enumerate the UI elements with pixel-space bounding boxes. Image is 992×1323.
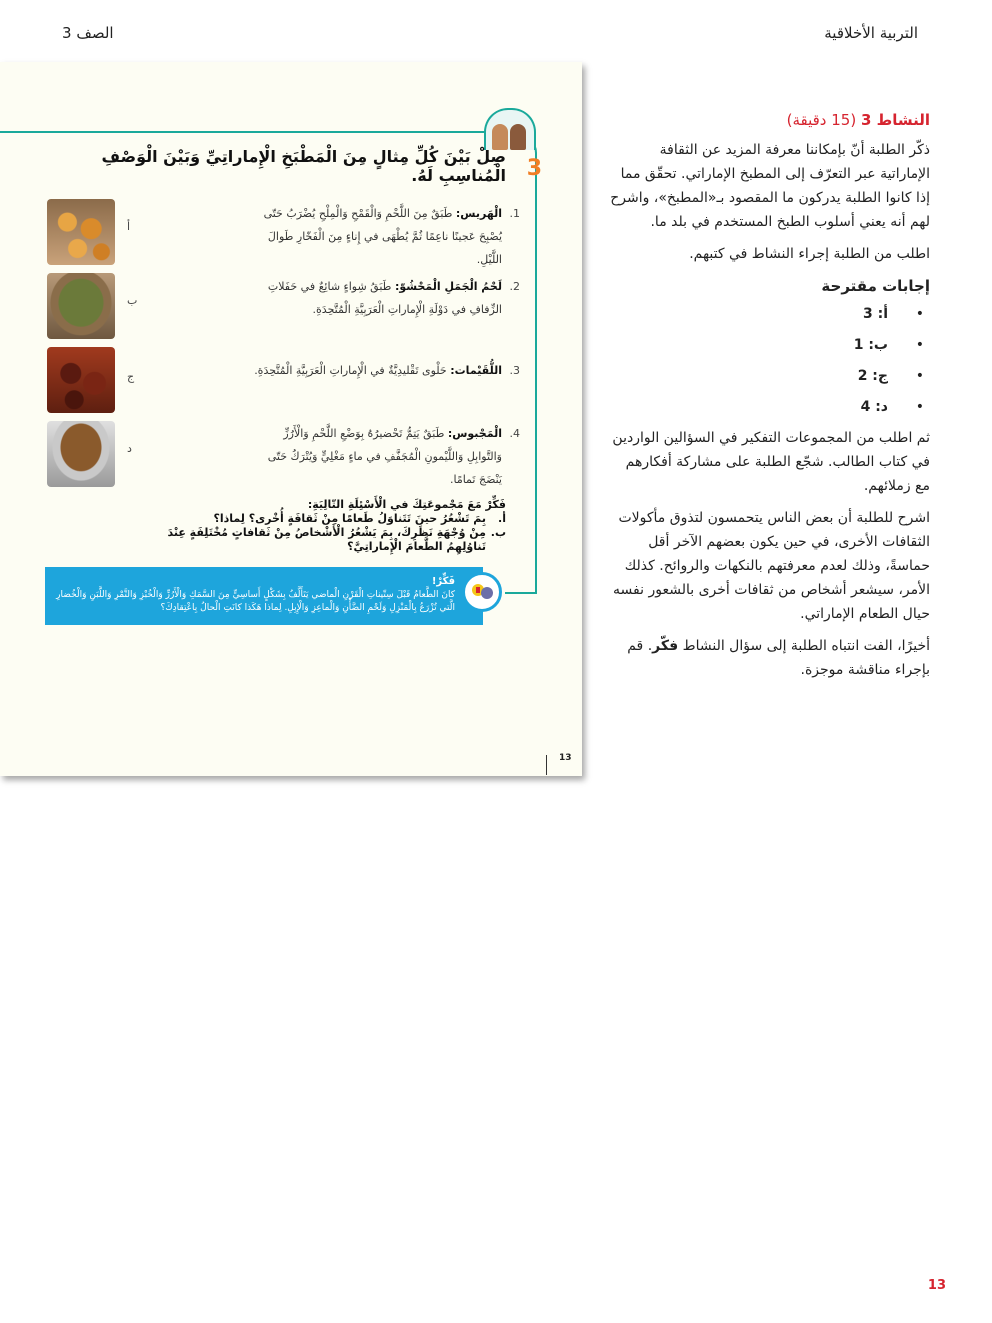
food-item: 4. الْمَجْبوس: طَبَقٌ يَتِمُّ تَحْضيرُهُ بِوَضْعِ اللَّحْمِ وَالْأَرُزِّ وَالتَّوابِلِ وَاللَّيْمونِ الْمُجَفَّفِ في ماءٍ مَغْلِيٍّ وَيُتْرَكُ حَتّى يَنْضَجَ تَمامًا. <box>267 427 520 486</box>
teal-rule-side <box>535 192 537 592</box>
notes-paragraph: ذكّر الطلبة أنّ بإمكاننا معرفة المزيد عن الثقافة الإماراتية عبر التعرّف إلى المطبخ الإماراتي. تحقّق مما إذا كانوا الطلبة يدركون ما المقصود بـ«المطبخ»، واشرح لهم أنه يعني أسلوب الطبخ المستخدم في بلد ما. <box>610 142 930 230</box>
food-photo-meat <box>47 347 115 413</box>
food-name: لَحْمُ الْجَمَلِ الْمَحْشُوّ: <box>394 280 502 293</box>
food-item: 3. اللُّقَيْمات: حَلْوى تَقْليدِيَّةٌ في الْإِماراتِ الْعَرَبِيَّةِ الْمُتَّحِدَةِ. <box>254 364 520 377</box>
notes-paragraph: ثم اطلب من المجموعات التفكير في السؤالين الواردين في كتاب الطالب. شجّع الطلبة على مشاركة أفكارهم مع زملائهم. <box>612 430 930 494</box>
answer-item: • د: 4 <box>610 395 930 426</box>
question-b: ب. مِنْ وُجْهَةِ نَظَرِكَ، بِمَ يَشْعُرُ الْأَشْخاصُ مِنْ ثَقافاتٍ مُخْتَلِفَةٍ عِنْدَ تَناوُلِهِمُ الطَّعامَ الْإِماراتِيَّ؟ <box>167 526 506 553</box>
answers-list <box>610 302 930 426</box>
notes-paragraph: اشرح للطلبة أن بعض الناس يتحمسون لتذوق مأكولات الثقافات الأخرى، في حين يكون بعضهم الآخر أقل حماسةً، وذلك لعدم معرفتهم بالنكهات والروائح. كذلك الأمر، سيشعر أشخاص من ثقافات أخرى بالشعور نفسه حيال الطعام الإماراتي. <box>613 510 930 622</box>
food-photo-stew <box>47 273 115 339</box>
food-item: 2. لَحْمُ الْجَمَلِ الْمَحْشُوّ: طَبَقُ شِواءٍ شائِعٌ في حَفَلاتِ الزِّفافِ في دَوْلَةِ الْإِماراتِ الْعَرَبِيَّةِ الْمُتَّحِدَةِ. <box>267 280 520 316</box>
teal-rule-top <box>0 131 460 133</box>
answer-item: • أ: 3 <box>610 302 930 333</box>
tip-text: كانَ الطَّعامُ قَبْلَ سِتّيناتِ الْقَرْنِ الْماضي يَتَأَلَّفُ بِشَكْلٍ أَساسِيٍّ مِنَ السَّمَكِ وَالْأَرُزِّ وَالْخُبْزِ وَالتَّمْرِ وَاللَّبَنِ وَالْخُضارِ الَّتي تُزْرَعُ بِالْمَنْزِلِ وَلَحْمِ الضَّأْنِ وَالْماعِزِ وَالْإِبِلِ. لِماذا هَكَذا كانَتِ الْحالُ بِاعْتِقادِكَ؟ <box>56 590 455 613</box>
teal-rule-bottom <box>505 592 537 594</box>
subject-title: التربية الأخلاقية <box>824 24 918 42</box>
think-tip-box <box>45 567 483 625</box>
activity-instruction: صِلْ بَيْنَ كُلِّ مِثالٍ مِنَ الْمَطْبَخِ الْإِماراتِيِّ وَبَيْنَ الْوَصْفِ الْمُناسِبِ لَهُ. <box>101 147 506 185</box>
grade-label: الصف 3 <box>62 24 114 42</box>
book-page-number: 13 <box>559 753 572 763</box>
food-name: الْمَجْبوس: <box>447 427 502 440</box>
question-a: أ. بِمَ تَشْعُرُ حينَ تَتَناوَلُ طَعامًا مِنْ ثَقافَةٍ أُخْرى؟ لِماذا؟ <box>213 512 506 525</box>
page-number: 13 <box>927 1278 946 1293</box>
food-item: 1. الْهَريس: طَبَقٌ مِنَ اللَّحْمِ وَالْقَمْحِ وَالْمِلْحِ يُضْرَبُ حَتّى يُصْبِحَ عَجينًا ناعِمًا ثُمَّ يُطْهَى في إِناءٍ مِنَ الْفَخّارِ طَوالَ اللَّيْلِ. <box>263 207 520 266</box>
match-letter: ب <box>127 294 138 307</box>
match-letter: أ <box>127 220 131 233</box>
lightbulb-icon <box>462 572 502 612</box>
notes-paragraph: اطلب من الطلبة إجراء النشاط في كتبهم. <box>689 246 930 262</box>
discussion-questions <box>126 498 506 554</box>
student-book-page <box>0 62 582 776</box>
food-photo-pot <box>47 421 115 487</box>
match-letter: ج <box>127 370 135 383</box>
page-divider <box>546 755 547 775</box>
kids-illustration <box>484 108 536 150</box>
notes-paragraph: أخيرًا، الفت انتباه الطلبة إلى سؤال النشاط فكّر. قم بإجراء مناقشة موجزة. <box>627 638 930 678</box>
teacher-notes <box>610 108 930 690</box>
answer-item: • ج: 2 <box>610 364 930 395</box>
tip-title: فَكِّرْ! <box>431 576 455 587</box>
food-photo-luqaimat <box>47 199 115 265</box>
food-name: الْهَريس: <box>455 207 502 220</box>
answer-item: • ب: 1 <box>610 333 930 364</box>
discussion-heading: فَكِّرْ مَعَ مَجْموعَتِكَ في الْأَسْئِلَةِ التّالِيَةِ: <box>307 498 506 511</box>
activity-heading: النشاط 3 (15 دقيقة) <box>786 111 930 129</box>
activity-number: 3 <box>526 156 542 181</box>
match-letter: د <box>127 442 132 455</box>
food-name: اللُّقَيْمات: <box>450 364 502 377</box>
answers-heading: إجابات مقترحة <box>821 277 930 295</box>
